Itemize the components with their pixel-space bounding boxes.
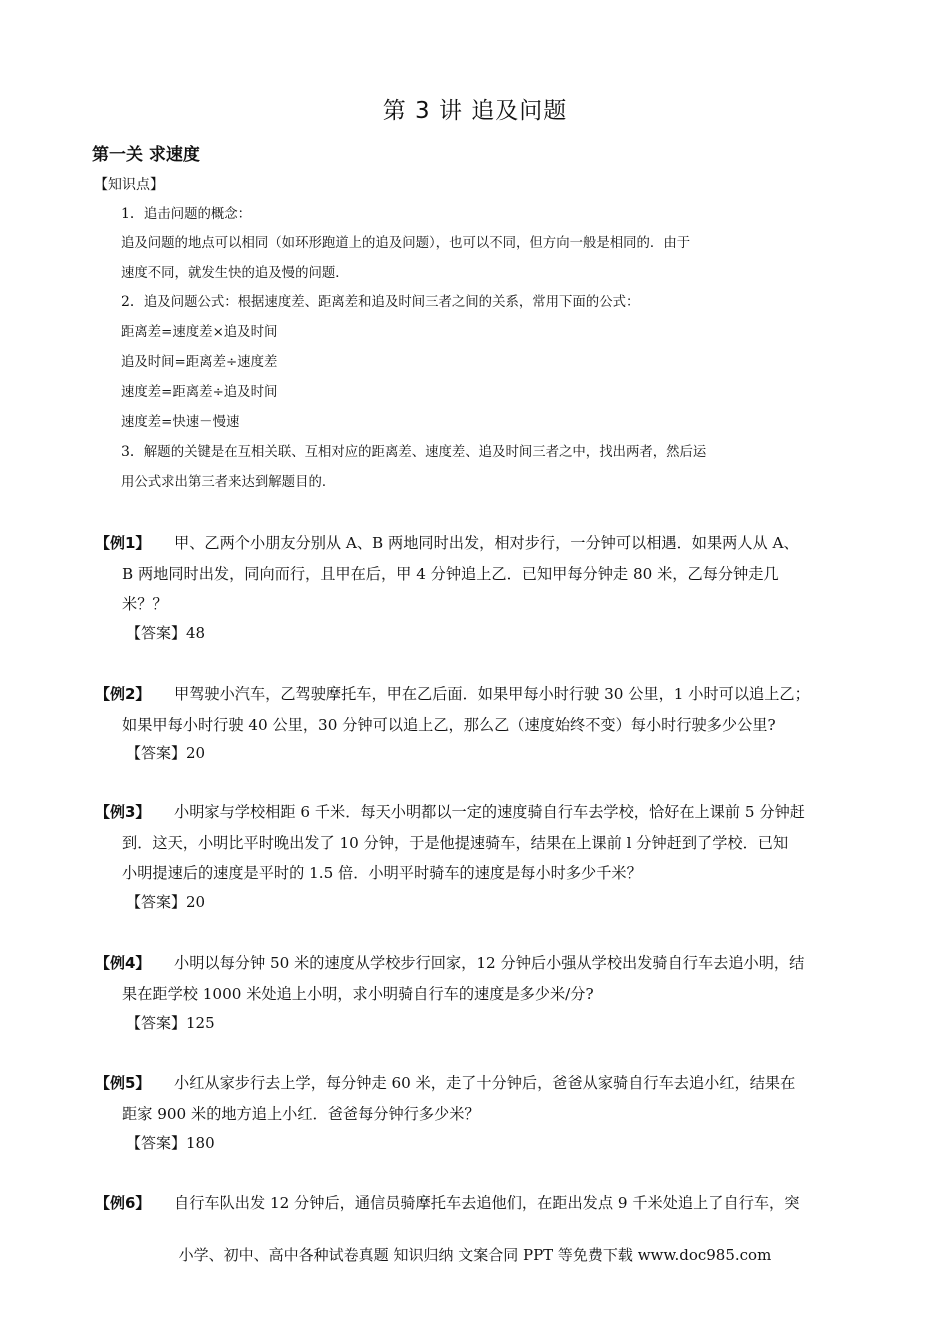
example-label: 【例4】 — [95, 954, 151, 972]
page-footer: 小学、初中、高中各种试卷真题 知识归纳 文案合同 PPT 等免费下载 www.doc985.com — [178, 1246, 772, 1264]
formula-4: 速度差=快速－慢速 — [121, 415, 240, 430]
example-1-answer: 【答案】48 — [126, 624, 206, 642]
formula-1: 距离差=速度差×追及时间 — [121, 325, 278, 340]
example-label: 【例3】 — [95, 803, 151, 821]
example-label: 【例1】 — [95, 534, 151, 552]
section-title: 第一关 求速度 — [92, 145, 200, 165]
example-2: 【例2】 甲驾驶小汽车，乙驾驶摩托车，甲在乙后面．如果甲每小时行驶 30 公里，1 小时可以追上乙； 如果甲每小时行驶 40 公里，30 分钟可以追上乙，那么乙（速度始终不变）每小时行驶多少公里? — [95, 679, 865, 740]
knowledge-point-1-line-2: 速度不同，就发生快的追及慢的问题． — [121, 266, 349, 281]
knowledge-point-3-line-2: 用公式求出第三者来达到解题目的． — [121, 475, 336, 490]
knowledge-point-2-heading: 2．追及问题公式：根据速度差、距离差和追及时间三者之间的关系，常用下面的公式： — [121, 294, 640, 310]
knowledge-point-1-line-1: 追及问题的地点可以相同（如环形跑道上的追及问题），也可以不同，但方向一般是相同的．由于 — [121, 236, 691, 251]
example-label: 【例5】 — [95, 1074, 151, 1092]
knowledge-point-3-line-1: 3．解题的关键是在互相关联、互相对应的距离差、速度差、追及时间三者之中，找出两者，然后运 — [121, 444, 707, 460]
knowledge-label: 【知识点】 — [94, 177, 164, 193]
formula-3: 速度差=距离差÷追及时间 — [121, 385, 278, 400]
page-title: 第 3 讲 追及问题 — [382, 98, 568, 124]
knowledge-point-1-heading: 1．追击问题的概念： — [121, 206, 252, 222]
example-2-answer: 【答案】20 — [126, 744, 206, 762]
example-label: 【例6】 — [95, 1194, 151, 1212]
formula-2: 追及时间=距离差÷速度差 — [121, 355, 278, 370]
example-5-answer: 【答案】180 — [126, 1134, 215, 1152]
example-3: 【例3】 小明家与学校相距 6 千米．每天小明都以一定的速度骑自行车去学校，恰好在上课前 5 分钟赶 到．这天，小明比平时晚出发了 10 分钟，于是他提速骑车，结果在上课前 l 分钟赶到了学校．已知 小明提速后的速度是平时的 1.5 倍．小明平时骑车的速度是每小时多少千米？ — [95, 797, 865, 889]
example-4-answer: 【答案】125 — [126, 1014, 215, 1032]
example-label: 【例2】 — [95, 685, 151, 703]
example-3-answer: 【答案】20 — [126, 893, 206, 911]
example-4: 【例4】 小明以每分钟 50 米的速度从学校步行回家，12 分钟后小强从学校出发骑自行车去追小明，结 果在距学校 1000 米处追上小明，求小明骑自行车的速度是多少米/分? — [95, 948, 865, 1009]
example-6: 【例6】 自行车队出发 12 分钟后，通信员骑摩托车去追他们，在距出发点 9 千米处追上了自行车，突 — [95, 1188, 865, 1219]
example-5: 【例5】 小红从家步行去上学，每分钟走 60 米，走了十分钟后，爸爸从家骑自行车去追小红，结果在 距家 900 米的地方追上小红．爸爸每分钟行多少米？ — [95, 1068, 865, 1129]
example-1: 【例1】 甲、乙两个小朋友分别从 A、B 两地同时出发，相对步行，一分钟可以相遇．如果两人从 A、 B 两地同时出发，同向而行，且甲在后，甲 4 分钟追上乙．已知甲每分钟走 80 米，乙每分钟走几 米？？ — [95, 528, 865, 620]
